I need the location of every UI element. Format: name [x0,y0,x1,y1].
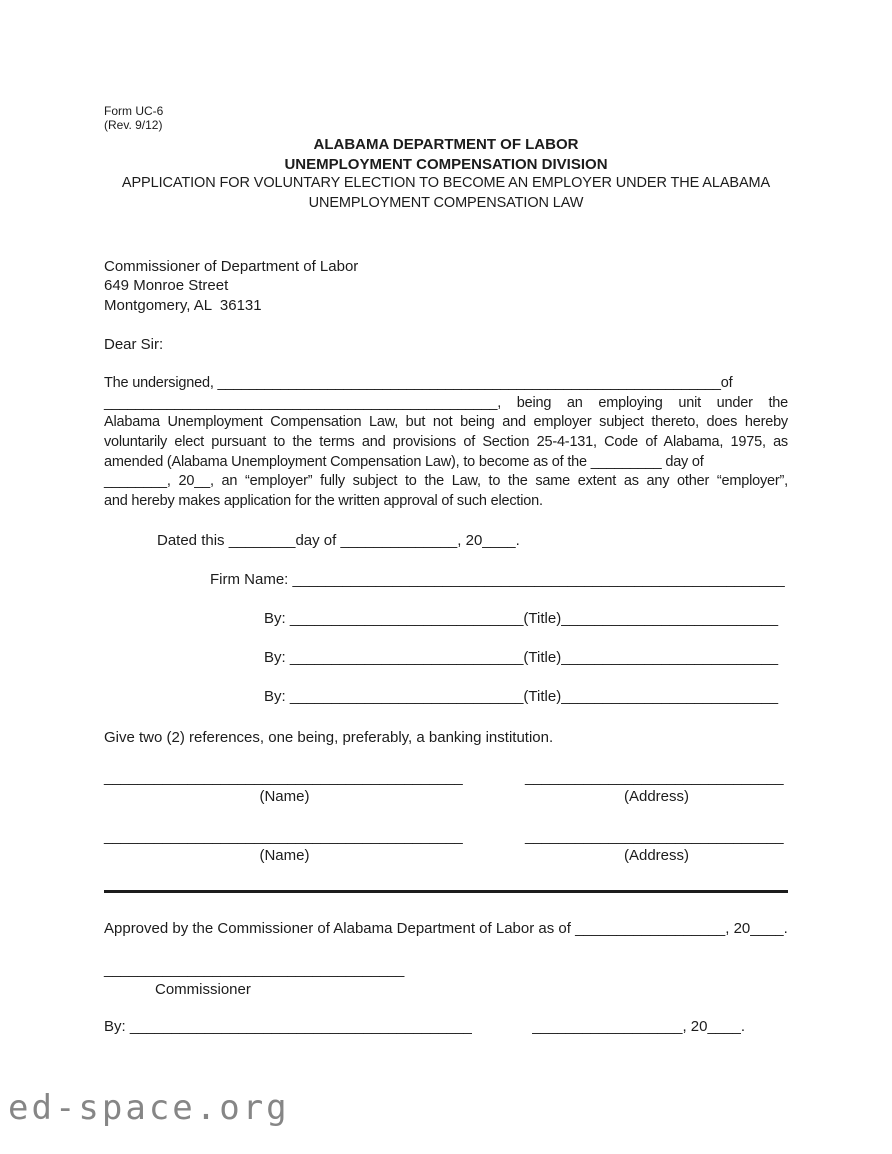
body-line: The undersigned, ________________________________________________________________of [104,374,733,391]
title-application-line1: APPLICATION FOR VOLUNTARY ELECTION TO BECOME AN EMPLOYER UNDER THE ALABAMA [121,175,771,192]
reference-row-1-lines [104,768,788,787]
reference-name-blank: ___________________________________________ [104,828,463,846]
name-label: (Name) [259,788,310,806]
title-division: UNEMPLOYMENT COMPENSATION DIVISION [284,155,608,173]
recipient-city: Montgomery, AL 36131 [104,296,262,314]
watermark: ed-space.org [8,1088,290,1128]
body-line: amended (Alabama Unemployment Compensation Law), to become as of the _________ day of [104,453,704,470]
salutation: Dear Sir: [104,336,164,354]
firm-name-line: Firm Name: ___________________________________________________________ [210,571,785,589]
dated-line: Dated this ________day of ______________, 20____. [157,531,520,549]
by-title-line: By: ____________________________(Title)__________________________ [264,649,779,667]
approval-date-blank: __________________, 20____. [532,1017,745,1035]
form-number: Form UC-6 [104,104,164,118]
recipient-name: Commissioner of Department of Labor [104,257,359,275]
body-line: ________, 20__, an “employer” fully subject to the Law, to the same extent as any other “employer”, [104,473,788,490]
name-label: (Name) [259,847,310,865]
body-line: Alabama Unemployment Compensation Law, but not being and employer subject thereto, does hereby [104,414,788,431]
recipient-address [104,257,788,316]
reference-row-2-lines [104,827,788,846]
commissioner-signature-blank: ____________________________________ [104,960,405,978]
by-title-line: By: ____________________________(Title)__________________________ [264,688,779,706]
section-divider [104,890,788,893]
reference-row-2-labels [104,846,788,865]
body-line: and hereby makes application for the written approval of such election. [104,493,543,510]
body-paragraph [104,374,788,512]
by-title-line: By: ____________________________(Title)__________________________ [264,610,779,628]
reference-row-1-labels [104,787,788,806]
recipient-street: 649 Monroe Street [104,277,229,295]
approval-by-row [104,1017,788,1037]
address-label: (Address) [623,788,690,806]
approved-line: Approved by the Commissioner of Alabama Department of Labor as of __________________, 20____. [104,920,788,938]
reference-address-blank: _______________________________ [525,828,784,846]
approval-by-blank: By: _________________________________________ [104,1017,472,1035]
form-revision: (Rev. 9/12) [104,118,163,132]
body-line: voluntarily elect pursuant to the terms and provisions of Section 25-4-131, Code of Alabama, 1975, as [104,433,788,450]
address-label: (Address) [623,847,690,865]
title-application-line2: UNEMPLOYMENT COMPENSATION LAW [308,195,584,212]
references-instruction: Give two (2) references, one being, preferably, a banking institution. [104,728,554,746]
commissioner-label: Commissioner [155,981,251,999]
title-department: ALABAMA DEPARTMENT OF LABOR [313,136,579,153]
reference-address-blank: _______________________________ [525,769,784,787]
reference-name-blank: ___________________________________________ [104,769,463,787]
body-line: __________________________________________________, being an employing unit under the [104,394,788,411]
form-title-block [104,135,788,214]
